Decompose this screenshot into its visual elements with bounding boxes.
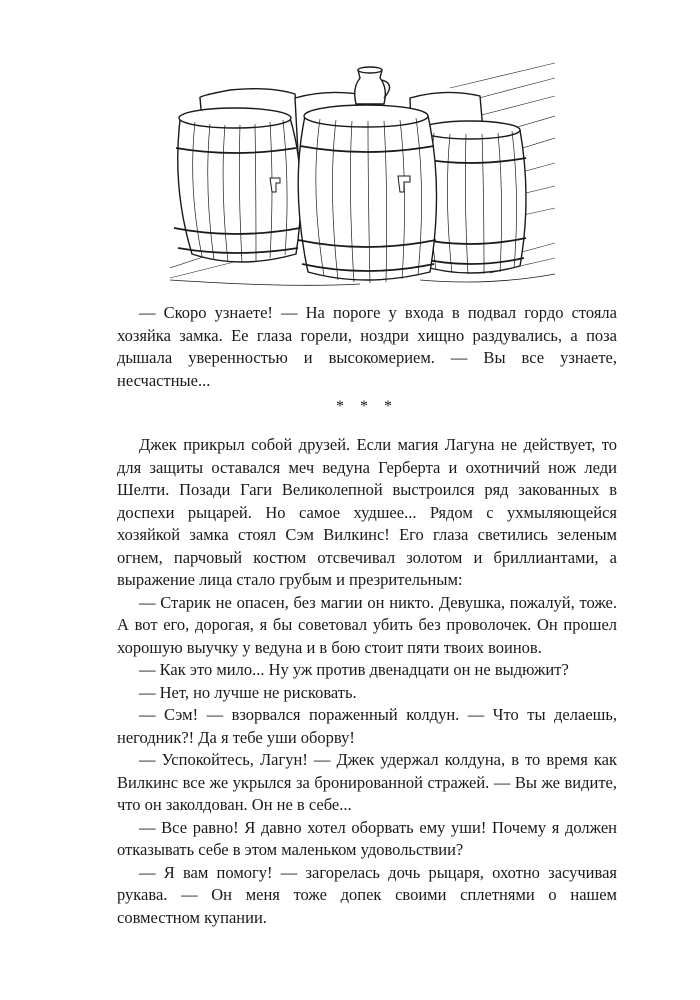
dialogue-line: — Все равно! Я давно хотел оборвать ему уши! Почему я должен отказывать себе в этом маленьком удовольствии? — [117, 817, 617, 859]
barrels-with-jug-icon — [170, 58, 555, 290]
barrels-illustration — [170, 58, 555, 290]
dialogue-line: — Успокойтесь, Лагун! — Джек удержал колдуна, в то время как Вилкинс все же укрылся за бронированной стражей. — Вы же видите, что он заколдован. Он не в себе... — [117, 750, 617, 814]
section-separator: * * * — [336, 398, 398, 415]
dialogue-line: — Нет, но лучше не рисковать. — [139, 682, 357, 702]
chapter-paragraph: Джек прикрыл собой друзей. Если магия Лагуна не действует, то для защиты оставался меч ведуна Герберта и охотничий нож леди Шелти. Позади Гаги Великолепной выстроился ряд закованных в доспехи рыцарей. Но самое худшее... Рядом с ухмыляющейся хозяйкой замка стоял Сэм Вилкинс! Его глаза светились зеленым огнем, парчовый костюм отсвечивал золотом и бриллиантами, а выражение лица стало грубым и презрительным: — [117, 435, 617, 589]
opening-text — [117, 302, 617, 392]
dialogue-line: — Я вам помогу! — загорелась дочь рыцаря, охотно засучивая рукава. — Он меня тоже допек своими сплетнями о нашем совместном купании. — [117, 862, 617, 927]
chapter-text — [117, 434, 617, 929]
dialogue-line: — Старик не опасен, без магии он никто. Девушка, пожалуй, тоже. А вот его, дорогая, я бы советовал убить без проволочек. Он прошел хорошую выучку у ведуна и в бою стоит пяти твоих воинов. — [117, 592, 617, 657]
dialogue-line: — Как это мило... Ну уж против двенадцати он не выдюжит? — [139, 660, 569, 679]
dialogue-line: — Сэм! — взорвался пораженный колдун. — Что ты делаешь, негодник?! Да я тебе уши оборву! — [117, 705, 617, 747]
opening-paragraph: — Скоро узнаете! — На пороге у входа в подвал гордо стояла хозяйка замка. Ее глаза горели, ноздри хищно раздувались, а поза дышала уверенностью и высокомерием. — Вы все узнаете, несчастные... — [117, 303, 617, 390]
